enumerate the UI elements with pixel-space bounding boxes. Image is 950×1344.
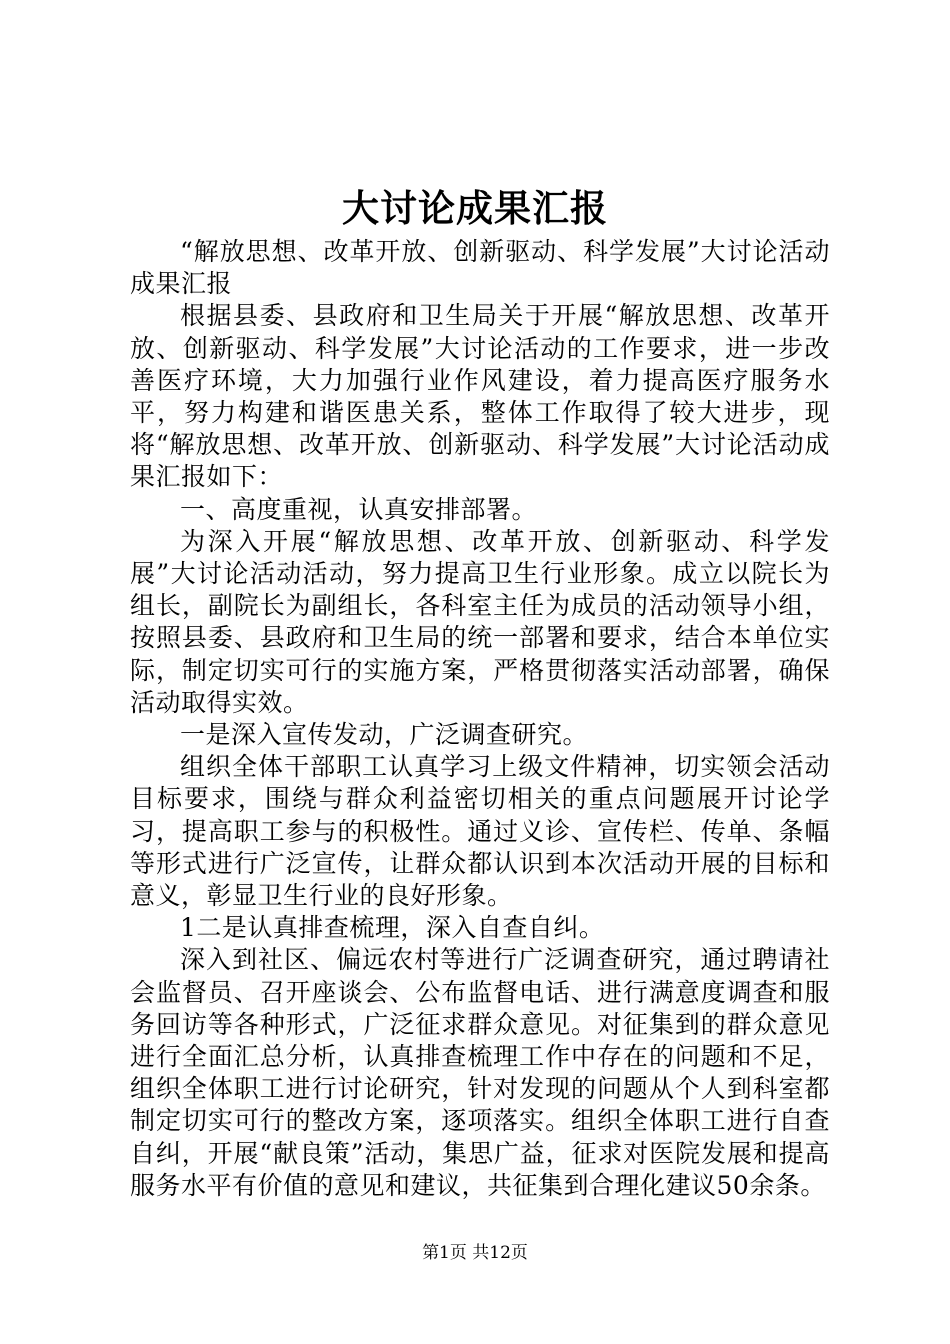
paragraph-section-1: 为深入开展“解放思想、改革开放、创新驱动、科学发展”大讨论活动活动，努力提高卫生行业形象。成立以院长为组长，副院长为副组长，各科室主任为成员的活动领导小组，按照县委、县政府和卫生局的统一部署和要求，结合本单位实际，制定切实可行的实施方案，严格贯彻落实活动部署，确保活动取得实效。 xyxy=(130,526,830,717)
subsection-heading-1: 一是深入宣传发动，广泛调查研究。 xyxy=(180,720,589,750)
paragraph-subsection-2: 深入到社区、偏远农村等进行广泛调查研究，通过聘请社会监督员、召开座谈会、公布监督电话、进行满意度调查和服务回访等各种形式，广泛征求群众意见。对征集到的群众意见进行全面汇总分析，认真排查梳理工作中存在的问题和不足，组织全体职工进行讨论研究，针对发现的问题从个人到科室都制定切实可行的整改方案，逐项落实。组织全体职工进行自查自纠，开展“献良策”活动，集思广益，征求对医院发展和提高服务水平有价值的意见和建议，共征集到合理化建议50余条。 xyxy=(130,945,830,1200)
page-footer: 第1页 共12页 xyxy=(422,1243,528,1263)
paragraph-intro: 根据县委、县政府和卫生局关于开展“解放思想、改革开放、创新驱动、科学发展”大讨论活动的工作要求，进一步改善医疗环境，大力加强行业作风建设，着力提高医疗服务水平，努力构建和谐医患关系，整体工作取得了较大进步，现将“解放思想、改革开放、创新驱动、科学发展”大讨论活动成果汇报如下： xyxy=(130,301,830,492)
subsection-heading-2: 1二是认真排查梳理，深入自查自纠。 xyxy=(180,913,605,943)
paragraph-subtitle: “解放思想、改革开放、创新驱动、科学发展”大讨论活动成果汇报 xyxy=(130,237,830,299)
document-title: 大讨论成果汇报 xyxy=(342,186,608,230)
document-body xyxy=(130,236,830,1202)
paragraph-subsection-1: 组织全体干部职工认真学习上级文件精神，切实领会活动目标要求，围绕与群众利益密切相关的重点问题展开讨论学习，提高职工参与的积极性。通过义诊、宣传栏、传单、条幅等形式进行广泛宣传，让群众都认识到本次活动开展的目标和意义，彰显卫生行业的良好形象。 xyxy=(130,752,830,911)
section-heading-1: 一、高度重视，认真安排部署。 xyxy=(180,494,538,524)
